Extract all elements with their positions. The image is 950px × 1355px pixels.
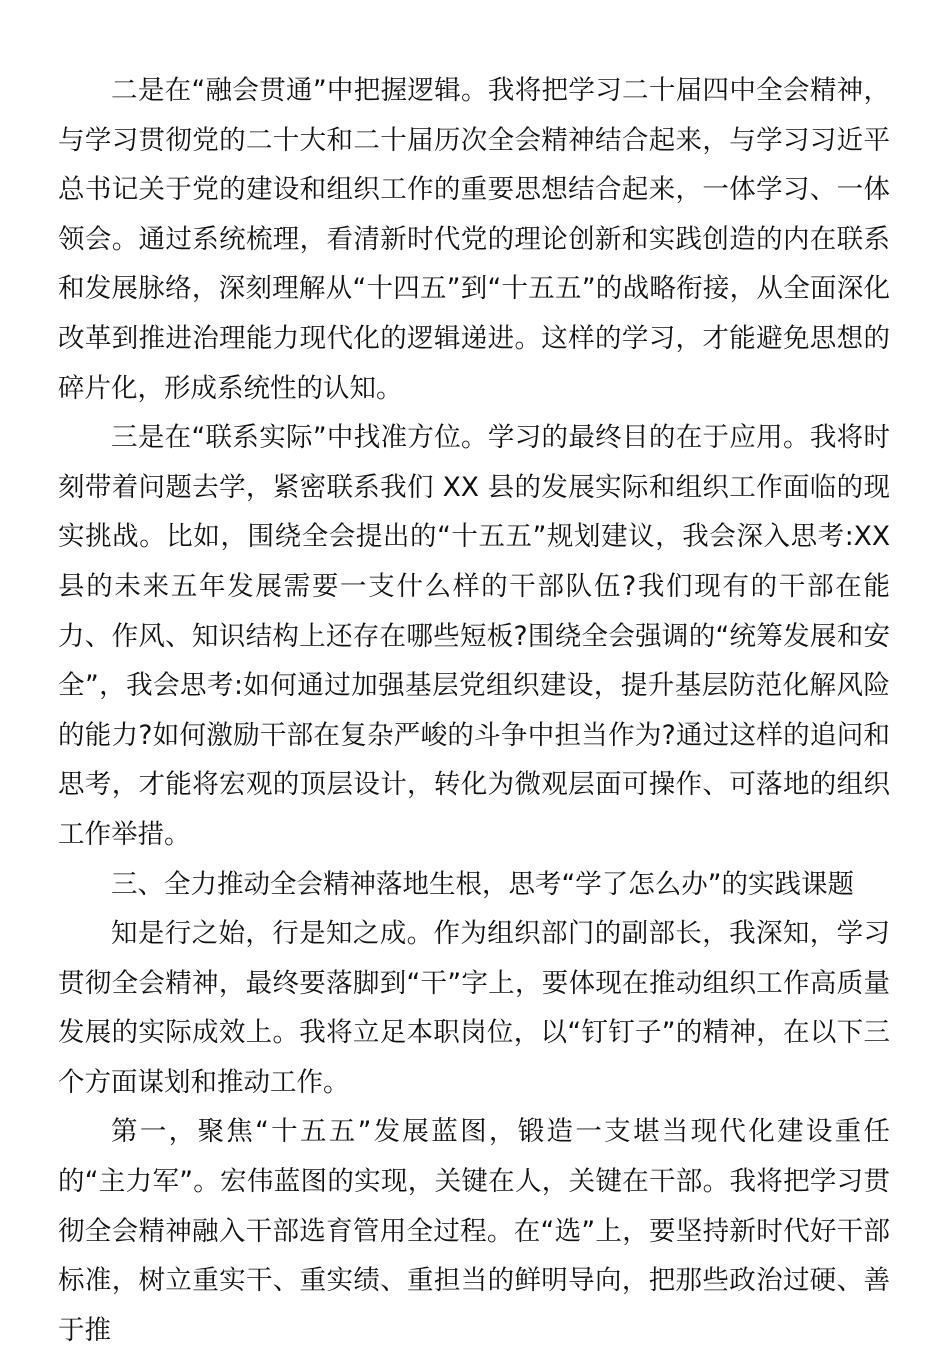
paragraph-practice: 三是在“联系实际”中找准方位。学习的最终目的在于应用。我将时刻带着问题去学，紧密联系我们 XX 县的发展实际和组织工作面临的现实挑战。比如，围绕全会提出的“十五五”规划建议，我会深入思考:XX 县的未来五年发展需要一支什么样的干部队伍?我们现有的干部在能力、作风、知识结构上还存在哪些短板?围绕全会强调的“统筹发展和安全”，我会思考:如何通过加强基层党组织建设，提升基层防范化解风险的能力?如何激励干部在复杂严峻的斗争中担当作为?通过这样的追问和思考，才能将宏观的顶层设计，转化为微观层面可操作、可落地的组织工作举措。 (58, 422, 890, 850)
paragraph-action: 知是行之始，行是知之成。作为组织部门的副部长，我深知，学习贯彻全会精神，最终要落脚到“干”字上，要体现在推动组织工作高质量发展的实际成效上。我将立足本职岗位，以“钉钉子”的精神，在以下三个方面谋划和推动工作。 (58, 918, 890, 1098)
paragraph-integration: 二是在“融会贯通”中把握逻辑。我将把学习二十届四中全会精神，与学习贯彻党的二十大和二十届历次全会精神结合起来，与学习习近平总书记关于党的建设和组织工作的重要思想结合起来，一体学习、一体领会。通过系统梳理，看清新时代党的理论创新和实践创造的内在联系和发展脉络，深刻理解从“十四五”到“十五五”的战略衔接，从全面深化改革到推进治理能力现代化的逻辑递进。这样的学习，才能避免思想的碎片化，形成系统性的认知。 (58, 75, 890, 404)
document-page (58, 66, 890, 1355)
paragraph-first-point: 第一，聚焦“十五五”发展蓝图，锻造一支堪当现代化建设重任的“主力军”。宏伟蓝图的实现，关键在人，关键在干部。我将把学习贯彻全会精神融入干部选育管用全过程。在“选”上，要坚持新时代好干部标准，树立重实干、重实绩、重担当的鲜明导向，把那些政治过硬、善于推 (58, 1116, 890, 1346)
section-heading-implementation: 三、全力推动全会精神落地生根，思考“学了怎么办”的实践课题 (111, 868, 854, 900)
